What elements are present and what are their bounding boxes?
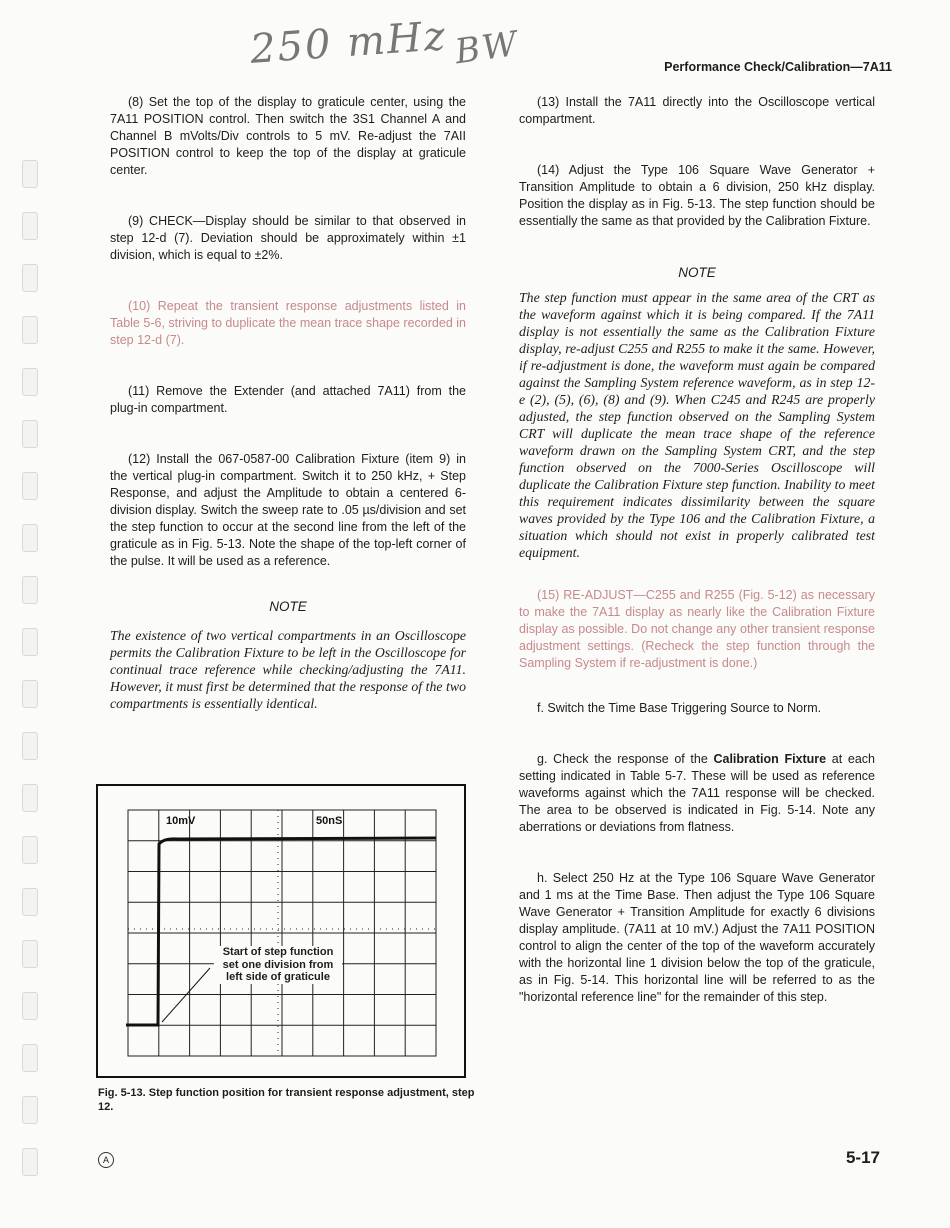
step-h: h. Select 250 Hz at the Type 106 Square Wave Generator and 1 ms at the Time Base. Then adjust the Type 106 Square Wave Generator + Transition Amplitude for exactly 6 divisions display amplitude. (7A11 at 10 mV.) Adjust the 7A11 POSITION control to align the center of the top of the waveform accurately with the horizontal line 1 division below the top of the graticule, as in Fig. 5-14. This horizontal line will be referred to as the "horizontal reference line" for the remainder of this step. (519, 871, 875, 1004)
volts-label: 10mV (166, 815, 196, 827)
time-label: 50nS (316, 815, 343, 827)
page-number: 5-17 (845, 1148, 880, 1167)
figure-caption: Fig. 5-13. Step function position for transient response adjustment, step 12. (98, 1087, 475, 1113)
step-waveform (126, 838, 436, 1025)
note-title: NOTE (269, 599, 307, 614)
right-column (519, 94, 875, 1006)
step-11: (11) Remove the Extender (and attached 7A11) from the plug-in compartment. (110, 384, 466, 415)
tektronix-logo: A (98, 1152, 114, 1168)
step-13: (13) Install the 7A11 directly into the Oscilloscope vertical compartment. (519, 95, 875, 126)
step-10: (10) Repeat the transient response adjustments listed in Table 5-6, striving to duplicate the mean trace shape recorded in step 12-d (7). (110, 299, 466, 347)
step-14: (14) Adjust the Type 106 Square Wave Generator + Transition Amplitude to obtain a 6 division, 250 kHz display. Position the display as in Fig. 5-13. The step function should be essentially the same as that provided by the Calibration Fixture. (519, 163, 875, 228)
note-text: The existence of two vertical compartments in an Oscilloscope permits the Calibration Fixture to be left in the Oscilloscope for continual trace reference while checking/adjusting the 7A11. However, it must first be determined that the response of the two compartments is essentially identical. (110, 628, 466, 711)
step-15: (15) RE-ADJUST—C255 and R255 (Fig. 5-12) as necessary to make the 7A11 display as nearly like the Calibration Fixture display as possible. Do not change any other transient response adjustment settings. (Recheck the step function through the Sampling System if re-adjustment is done.) (519, 588, 875, 670)
step-g: g. Check the response of the Calibration Fixture at each setting indicated in Table 5-7. These will be used as reference waveforms against which the 7A11 response will be checked. The area to be observed is indicated in Fig. 5-14. Note any aberrations or deviations from flatness. (519, 752, 875, 834)
left-column (110, 94, 466, 712)
graticule-grid (128, 810, 436, 1056)
step-annotation: Start of step function set one division from left side of graticule (214, 946, 342, 984)
note-title-right: NOTE (678, 265, 716, 280)
step-f: f. Switch the Time Base Triggering Source to Norm. (537, 701, 822, 715)
step-12: (12) Install the 067-0587-00 Calibration Fixture (item 9) in the vertical plug-in compartment. Switch it to 250 kHz, + Step Response, and adjust the Amplitude to obtain a centered 6-division display. Switch the sweep rate to .05 µs/division and set the step function to occur at the second line from the left of the graticule as in Fig. 5-13. Note the shape of the top-left corner of the pulse. It will be used as a reference. (110, 452, 466, 568)
handwritten-note-bw: BW (452, 23, 522, 73)
step-9: (9) CHECK—Display should be similar to that observed in step 12-d (7). Deviation should be approximately within ±1 division, which is equal to ±2%. (110, 214, 466, 262)
graticule-svg (98, 786, 464, 1076)
note-text-right: The step function must appear in the same area of the CRT as the waveform against which it is being compared. If the 7A11 display is not essentially the same as the Calibration Fixture display, re-adjust C255 and R255 to make it the same. However, if re-adjustment is done, the waveform must again be compared against the Sampling System reference waveform, as in step 12-e (2), (5), (6), (8) and (9). When C245 and R245 are properly adjusted, the step function observed on the Sampling System CRT will duplicate the mean trace shape of the reference waveform drawn on the Sampling System CRT, and the step function observed on the 7000-Series Oscilloscope will duplicate the Calibration Fixture step function. Inability to meet this requirement indicates dissimilarity between the square waves provided by the Type 106 and the Calibration Fixture, a situation which should not exist in properly calibrated test equipment. (519, 290, 875, 560)
step-8: (8) Set the top of the display to graticule center, using the 7A11 POSITION control. Then switch the 3S1 Channel A and Channel B mVolts/Div controls to 5 mV. Re-adjust the 7AII POSITION control to keep the top of the display at graticule center. (110, 95, 466, 177)
figure-5-13 (96, 784, 466, 1078)
handwritten-note: 250 mHz (248, 13, 449, 73)
page-header: Performance Check/Calibration—7A11 (664, 60, 892, 74)
